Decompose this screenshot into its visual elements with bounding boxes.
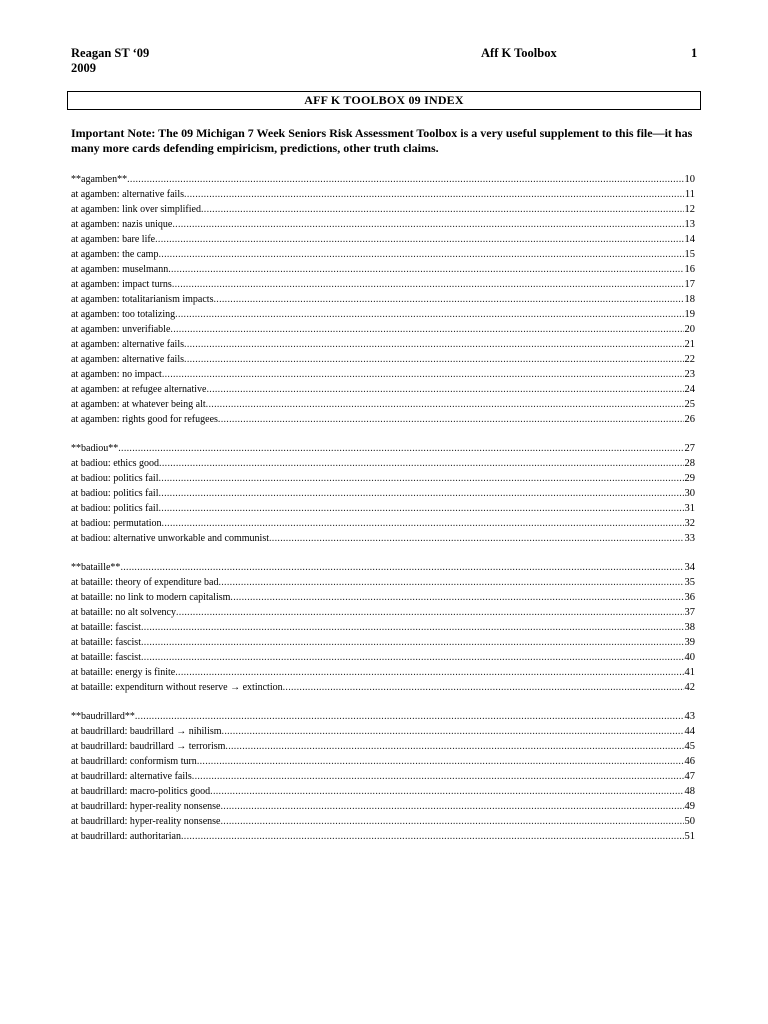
toc-entry-label: at baudrillard: hyper-reality nonsense (71, 816, 221, 827)
toc-entry-page: 20 (684, 324, 695, 335)
toc-entry-label: at bataille: no alt solvency (71, 607, 176, 618)
toc-entry-page: 40 (684, 652, 695, 663)
toc-entry-page: 39 (684, 637, 695, 648)
toc-entry-page: 37 (684, 607, 695, 618)
toc-entry-page: 11 (684, 189, 695, 200)
toc-entry-page: 35 (684, 577, 695, 588)
toc-entry[interactable] (71, 739, 695, 754)
toc-entry-label: at agamben: the camp (71, 249, 159, 260)
toc-entry-label: **badiou** (71, 443, 119, 454)
toc-entry-label: at agamben: muselmann (71, 264, 169, 275)
toc-entry[interactable] (71, 754, 695, 769)
toc-entry-label: at baudrillard: conformism turn (71, 756, 197, 767)
toc-dot-leader (168, 262, 683, 277)
toc-entry[interactable] (71, 337, 695, 352)
toc-dot-leader (158, 247, 683, 262)
toc-entry[interactable] (71, 277, 695, 292)
header-author: Reagan ST ‘09 (71, 46, 150, 60)
toc-entry[interactable] (71, 486, 695, 501)
toc-dot-leader (184, 337, 683, 352)
table-of-contents (71, 172, 695, 858)
toc-entry-label: at agamben: bare life (71, 234, 156, 245)
toc-entry[interactable] (71, 292, 695, 307)
toc-entry-page: 41 (684, 667, 695, 678)
toc-entry[interactable] (71, 784, 695, 799)
toc-dot-leader (213, 292, 683, 307)
toc-entry-page: 29 (684, 473, 695, 484)
toc-entry-page: 14 (684, 234, 695, 245)
toc-entry-page: 49 (684, 801, 695, 812)
toc-dot-leader (206, 397, 684, 412)
toc-dot-leader (172, 277, 684, 292)
toc-entry[interactable] (71, 187, 695, 202)
toc-entry-page: 25 (684, 399, 695, 410)
toc-entry-label: at badiou: politics fail (71, 503, 159, 514)
toc-dot-leader (269, 531, 684, 546)
toc-entry[interactable] (71, 456, 695, 471)
toc-entry[interactable] (71, 680, 695, 695)
toc-entry-page: 50 (684, 816, 695, 827)
header-page-number: 1 (691, 46, 698, 60)
toc-entry[interactable] (71, 605, 695, 620)
toc-dot-leader (176, 605, 684, 620)
toc-dot-leader (230, 590, 683, 605)
toc-dot-leader (175, 307, 683, 322)
toc-entry[interactable] (71, 575, 695, 590)
toc-dot-leader (170, 322, 683, 337)
toc-entry-page: 44 (684, 726, 695, 737)
toc-entry-label: at baudrillard: authoritarian (71, 831, 181, 842)
toc-entry-page: 16 (684, 264, 695, 275)
toc-entry-page: 12 (684, 204, 695, 215)
toc-entry-page: 47 (684, 771, 695, 782)
toc-entry-page: 15 (684, 249, 695, 260)
toc-entry-page: 38 (684, 622, 695, 633)
toc-entry[interactable] (71, 217, 695, 232)
toc-entry-page: 32 (684, 518, 695, 529)
toc-entry-label: at agamben: rights good for refugees (71, 414, 218, 425)
toc-entry-label: at agamben: too totalizing (71, 309, 176, 320)
toc-entry-label: at bataille: energy is finite (71, 667, 176, 678)
toc-entry-label: **baudrillard** (71, 711, 135, 722)
toc-entry-page: 10 (684, 174, 695, 185)
toc-entry-page: 22 (684, 354, 695, 365)
toc-entry[interactable] (71, 799, 695, 814)
toc-dot-leader (184, 352, 683, 367)
toc-entry-label: at baudrillard: hyper-reality nonsense (71, 801, 221, 812)
toc-entry-label: at baudrillard: baudrillard → nihilism (71, 726, 222, 737)
toc-entry[interactable] (71, 560, 695, 575)
toc-dot-leader (158, 471, 683, 486)
toc-entry[interactable] (71, 247, 695, 262)
toc-dot-leader (127, 172, 683, 187)
toc-entry-label: at bataille: fascist (71, 637, 141, 648)
toc-entry-label: at agamben: totalitarianism impacts (71, 294, 214, 305)
toc-section (71, 441, 695, 546)
header-year: 2009 (71, 61, 96, 75)
toc-entry[interactable] (71, 590, 695, 605)
toc-entry-label: at agamben: at refugee alternative (71, 384, 207, 395)
toc-dot-leader (141, 620, 684, 635)
toc-entry-label: at baudrillard: macro-politics good (71, 786, 211, 797)
toc-dot-leader (162, 516, 684, 531)
toc-entry[interactable] (71, 724, 695, 739)
toc-entry[interactable] (71, 441, 695, 456)
toc-entry-label: at agamben: link over simplified (71, 204, 201, 215)
toc-entry-label: at badiou: alternative unworkable and communist (71, 533, 269, 544)
toc-entry-page: 36 (684, 592, 695, 603)
toc-entry-label: at bataille: expenditurn without reserve → extinction (71, 682, 283, 693)
toc-entry-label: **agamben** (71, 174, 128, 185)
toc-entry-label: at agamben: no impact (71, 369, 162, 380)
toc-entry[interactable] (71, 665, 695, 680)
toc-entry-label: at badiou: politics fail (71, 488, 159, 499)
toc-entry[interactable] (71, 709, 695, 724)
toc-entry[interactable] (71, 531, 695, 546)
header-title: Aff K Toolbox (481, 46, 557, 60)
toc-entry-label: at bataille: fascist (71, 622, 141, 633)
toc-entry[interactable] (71, 262, 695, 277)
toc-section (71, 560, 695, 695)
toc-entry[interactable] (71, 814, 695, 829)
toc-dot-leader (175, 665, 683, 680)
toc-dot-leader (218, 575, 683, 590)
toc-entry-label: at bataille: theory of expenditure bad (71, 577, 219, 588)
toc-entry-label: at agamben: unverifiable (71, 324, 171, 335)
toc-entry-page: 26 (684, 414, 695, 425)
toc-entry[interactable] (71, 829, 695, 844)
toc-entry[interactable] (71, 471, 695, 486)
toc-dot-leader (184, 187, 684, 202)
toc-dot-leader (181, 829, 684, 844)
toc-entry-label: at agamben: at whatever being alt (71, 399, 206, 410)
toc-entry-page: 30 (684, 488, 695, 499)
toc-entry-page: 23 (684, 369, 695, 380)
toc-dot-leader (206, 382, 683, 397)
toc-entry-label: **bataille** (71, 562, 121, 573)
toc-entry-page: 19 (684, 309, 695, 320)
toc-dot-leader (197, 754, 684, 769)
toc-entry-label: at agamben: nazis unique (71, 219, 173, 230)
toc-entry-label: at agamben: alternative fails (71, 339, 185, 350)
toc-entry-label: at badiou: permutation (71, 518, 162, 529)
toc-dot-leader (141, 635, 684, 650)
toc-dot-leader (210, 784, 683, 799)
toc-dot-leader (201, 202, 684, 217)
toc-entry-label: at agamben: impact turns (71, 279, 172, 290)
important-note: Important Note: The 09 Michigan 7 Week Seniors Risk Assessment Toolbox is a very useful supplement to this file—it has many more cards defending empiricism, predictions, other truth claims. (71, 126, 693, 155)
toc-entry[interactable] (71, 307, 695, 322)
toc-entry[interactable] (71, 769, 695, 784)
toc-dot-leader (172, 217, 683, 232)
toc-entry-label: at badiou: ethics good (71, 458, 160, 469)
toc-entry[interactable] (71, 412, 695, 427)
toc-dot-leader (135, 709, 684, 724)
toc-entry-page: 34 (684, 562, 695, 573)
toc-entry-label: at baudrillard: baudrillard → terrorism (71, 741, 226, 752)
toc-dot-leader (141, 650, 684, 665)
toc-dot-leader (220, 814, 683, 829)
toc-dot-leader (118, 441, 683, 456)
toc-dot-leader (283, 680, 684, 695)
toc-entry-page: 31 (684, 503, 695, 514)
toc-entry[interactable] (71, 620, 695, 635)
toc-dot-leader (220, 799, 683, 814)
toc-entry-page: 21 (684, 339, 695, 350)
toc-entry-page: 48 (684, 786, 695, 797)
toc-entry-label: at bataille: fascist (71, 652, 141, 663)
toc-entry-label: at bataille: no link to modern capitalism (71, 592, 231, 603)
toc-entry-page: 45 (684, 741, 695, 752)
toc-entry-page: 18 (684, 294, 695, 305)
toc-section (71, 709, 695, 844)
toc-dot-leader (192, 769, 684, 784)
toc-entry-page: 13 (684, 219, 695, 230)
toc-entry[interactable] (71, 367, 695, 382)
toc-dot-leader (162, 367, 684, 382)
toc-entry-page: 33 (684, 533, 695, 544)
toc-entry[interactable] (71, 322, 695, 337)
toc-entry-label: at agamben: alternative fails (71, 354, 185, 365)
toc-entry-page: 28 (684, 458, 695, 469)
toc-dot-leader (158, 486, 683, 501)
header-left (71, 46, 149, 76)
toc-entry-page: 27 (684, 443, 695, 454)
toc-entry[interactable] (71, 232, 695, 247)
toc-entry[interactable] (71, 382, 695, 397)
toc-dot-leader (158, 501, 683, 516)
toc-dot-leader (155, 232, 683, 247)
toc-entry[interactable] (71, 172, 695, 187)
toc-section (71, 172, 695, 427)
toc-entry-page: 42 (684, 682, 695, 693)
toc-dot-leader (159, 456, 683, 471)
toc-entry-page: 51 (684, 831, 695, 842)
toc-dot-leader (222, 724, 684, 739)
toc-entry-label: at agamben: alternative fails (71, 189, 185, 200)
toc-dot-leader (225, 739, 683, 754)
toc-entry[interactable] (71, 635, 695, 650)
toc-entry[interactable] (71, 501, 695, 516)
toc-entry[interactable] (71, 202, 695, 217)
toc-entry-page: 17 (684, 279, 695, 290)
toc-entry-page: 43 (684, 711, 695, 722)
toc-entry[interactable] (71, 352, 695, 367)
toc-entry[interactable] (71, 516, 695, 531)
toc-entry-label: at badiou: politics fail (71, 473, 159, 484)
toc-entry-page: 24 (684, 384, 695, 395)
toc-entry[interactable] (71, 650, 695, 665)
toc-entry-page: 46 (684, 756, 695, 767)
toc-dot-leader (218, 412, 684, 427)
toc-entry-label: at baudrillard: alternative fails (71, 771, 192, 782)
index-title: AFF K TOOLBOX 09 INDEX (67, 91, 701, 110)
toc-entry[interactable] (71, 397, 695, 412)
toc-dot-leader (120, 560, 683, 575)
